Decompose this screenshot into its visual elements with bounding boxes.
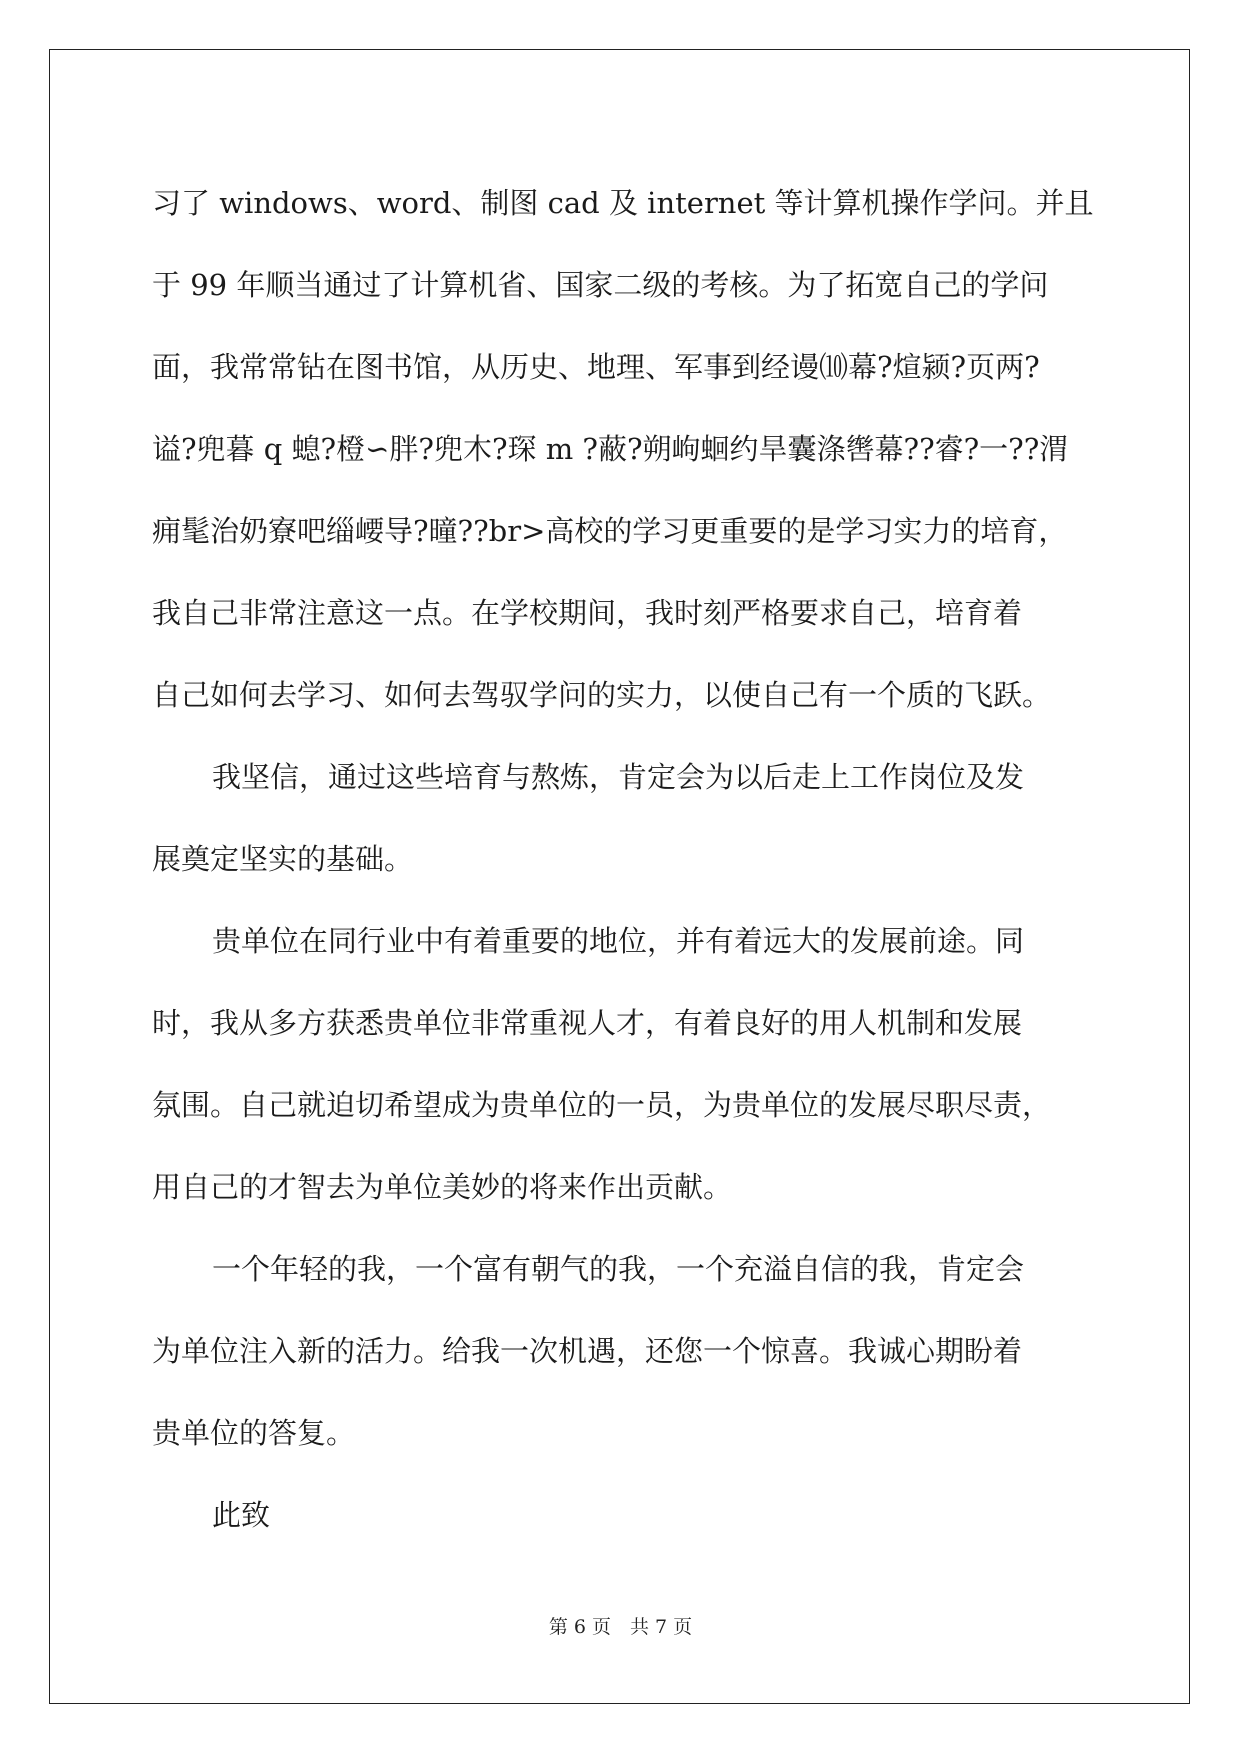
text-line: 展奠定坚实的基础。 — [152, 842, 414, 876]
text-line: 氛围。自己就迫切希望成为贵单位的一员，为贵单位的发展尽职尽责， — [152, 1088, 1052, 1122]
text-line: 一个年轻的我，一个富有朝气的我，一个充溢自信的我，肯定会 — [212, 1252, 1025, 1286]
text-line: 习了 windows、word、制图 cad 及 internet 等计算机操作学问。并且 — [152, 186, 1094, 220]
page-number-footer: 第 6 页 共 7 页 — [548, 1616, 693, 1638]
text-line: 贵单位的答复。 — [152, 1416, 356, 1450]
text-line: 痈髦治奶寮吧缁崾导?曈??br>高校的学习更重要的是学习实力的培育， — [152, 514, 1068, 548]
text-line: 用自己的才智去为单位美妙的将来作出贡献。 — [152, 1170, 733, 1204]
text-line: 我自己非常注意这一点。在学校期间，我时刻严格要求自己，培育着 — [152, 596, 1023, 630]
text-line: 时，我从多方获悉贵单位非常重视人才，有着良好的用人机制和发展 — [152, 1006, 1023, 1040]
text-line: 于 99 年顺当通过了计算机省、国家二级的考核。为了拓宽自己的学问 — [152, 268, 1049, 302]
text-line: 面，我常常钻在图书馆，从历史、地理、军事到经谩⑽幕?煊颍?页两? — [152, 350, 1040, 384]
text-line: 为单位注入新的活力。给我一次机遇，还您一个惊喜。我诚心期盼着 — [152, 1334, 1023, 1368]
text-line: 此致 — [212, 1498, 271, 1532]
document-body — [152, 162, 1092, 1556]
text-line: 谥?兜暮 q 螅?橙∽胖?兜木?琛 m ?蔽?朔岣蛔约旱囊涤辔幕??睿?一??渭 — [152, 432, 1069, 466]
text-line: 贵单位在同行业中有着重要的地位，并有着远大的发展前途。同 — [212, 924, 1025, 958]
text-line: 我坚信，通过这些培育与熬炼，肯定会为以后走上工作岗位及发 — [212, 760, 1025, 794]
text-line: 自己如何去学习、如何去驾驭学问的实力，以使自己有一个质的飞跃。 — [152, 678, 1052, 712]
